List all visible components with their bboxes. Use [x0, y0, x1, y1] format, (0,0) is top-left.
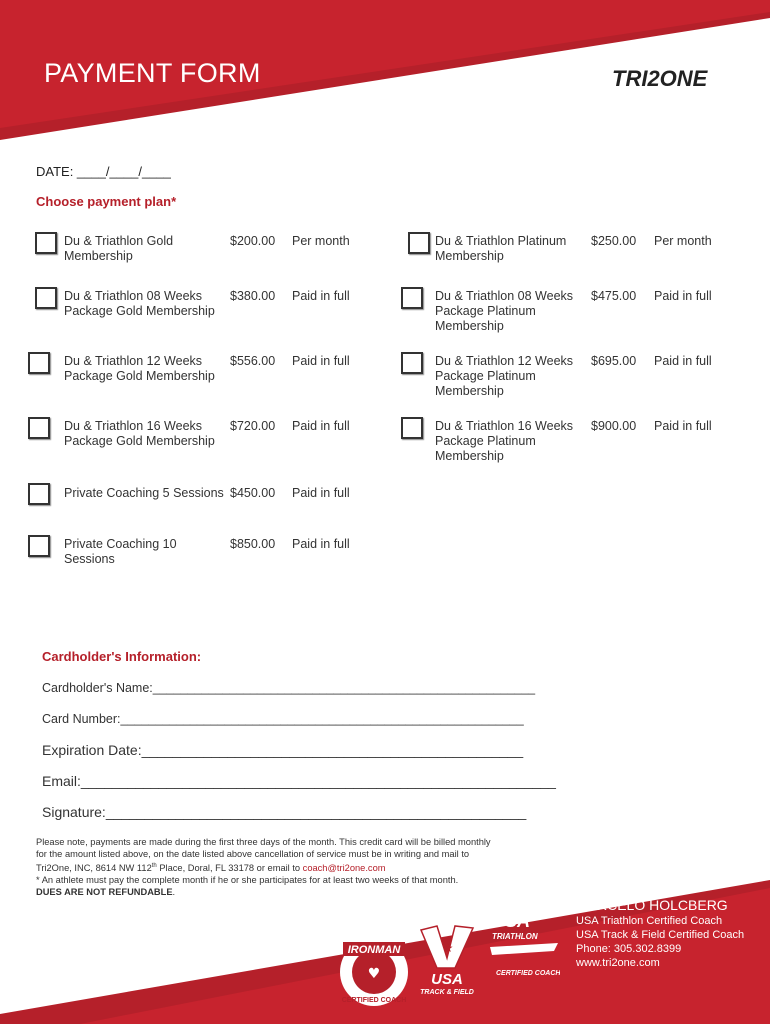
svg-text:TRACK & FIELD: TRACK & FIELD	[420, 989, 474, 996]
coach-contact	[576, 896, 744, 970]
plan-price: $556.00	[230, 354, 276, 368]
email-field[interactable]: Email:_____________________________________________________________	[42, 773, 556, 789]
plan-price: $380.00	[230, 289, 276, 303]
note-address-sup: th	[151, 863, 157, 869]
usa-triathlon-badge	[488, 905, 560, 985]
plan-price: $900.00	[591, 419, 637, 433]
refund-notice-end: .	[172, 887, 176, 898]
plan-checkbox[interactable]	[28, 483, 50, 505]
note-address: Tri2One, INC, 8614 NW 112	[36, 863, 152, 874]
note-address-end: Place, Doral, FL 33178 or email to	[156, 863, 303, 874]
cardholder-name-field[interactable]: Cardholder's Name:_______________________________________________________	[42, 681, 536, 695]
plan-price: $695.00	[591, 354, 637, 368]
plan-checkbox[interactable]	[35, 232, 57, 254]
plan-name: Private Coaching 5 Sessions	[64, 486, 224, 500]
coach-phone: Phone: 305.302.8399	[576, 943, 682, 955]
plan-name: Du & Triathlon Platinum Membership	[435, 234, 567, 263]
svg-text:★: ★	[442, 941, 454, 955]
plan-name: Du & Triathlon 12 Weeks Package Platinum Membership	[435, 354, 574, 398]
svg-text:USA: USA	[492, 911, 531, 931]
svg-text:CERTIFIED COACH: CERTIFIED COACH	[341, 997, 407, 1004]
plan-name: Du & Triathlon Gold Membership	[64, 234, 174, 263]
plan-checkbox[interactable]	[28, 352, 50, 374]
plan-name: Du & Triathlon 12 Weeks Package Gold Membership	[64, 354, 215, 383]
plan-name: Du & Triathlon 08 Weeks Package Gold Membership	[64, 289, 215, 318]
coach-website-link[interactable]: www.tri2one.com	[576, 957, 660, 969]
plan-term: Paid in full	[654, 354, 712, 368]
payment-plan-heading: Choose payment plan*	[36, 194, 177, 209]
note-line: Please note, payments are made during the first three days of the month. This credit card will be billed monthly	[36, 837, 491, 847]
plan-price: $200.00	[230, 234, 276, 248]
plan-name: Du & Triathlon 16 Weeks Package Gold Membership	[64, 419, 215, 448]
signature-field[interactable]: Signature:______________________________________________________	[42, 804, 527, 820]
plan-term: Paid in full	[654, 289, 712, 303]
svg-text:TRI2ONE: TRI2ONE	[612, 66, 708, 91]
svg-text:CERTIFIED COACH: CERTIFIED COACH	[496, 970, 560, 977]
plan-checkbox[interactable]	[401, 352, 423, 374]
svg-text:TRIATHLON: TRIATHLON	[492, 932, 538, 941]
coach-certification: USA Track & Field Certified Coach	[576, 929, 745, 941]
plan-term: Paid in full	[292, 537, 350, 551]
plan-name: Du & Triathlon 16 Weeks Package Platinum Membership	[435, 419, 574, 463]
coach-name: MARCELO HOLCBERG	[576, 897, 728, 913]
svg-text:IRONMAN: IRONMAN	[347, 944, 401, 956]
plan-term: Paid in full	[292, 486, 350, 500]
plan-price: $250.00	[591, 234, 637, 248]
note-line: for the amount listed above, on the date listed above cancellation of service must be in writing and mail to	[36, 849, 470, 859]
coach-certification: USA Triathlon Certified Coach	[576, 915, 723, 927]
date-field[interactable]: DATE: ____/____/____	[36, 164, 171, 179]
plan-term: Paid in full	[292, 354, 350, 368]
plan-checkbox[interactable]	[401, 287, 423, 309]
contact-email-link[interactable]: coach@tri2one.com	[302, 863, 386, 874]
cardholder-heading: Cardholder's Information:	[42, 649, 202, 664]
refund-notice: DUES ARE NOT REFUNDABLE	[36, 887, 173, 898]
svg-text:USA: USA	[431, 971, 463, 988]
plan-term: Per month	[292, 234, 350, 248]
usatf-badge	[415, 918, 485, 998]
page-title: PAYMENT FORM	[44, 58, 261, 88]
plan-term: Per month	[654, 234, 712, 248]
plan-checkbox[interactable]	[35, 287, 57, 309]
ironman-certified-coach-badge	[335, 930, 413, 1010]
plan-checkbox[interactable]	[408, 232, 430, 254]
plan-checkbox[interactable]	[28, 535, 50, 557]
plan-term: Paid in full	[292, 419, 350, 433]
plan-price: $450.00	[230, 486, 276, 500]
tri2one-logo	[612, 60, 732, 94]
plan-price: $720.00	[230, 419, 276, 433]
plan-name: Private Coaching 10 Sessions	[64, 537, 177, 566]
expiration-date-field[interactable]: Expiration Date:_________________________________________________	[42, 742, 524, 758]
note-line	[36, 860, 556, 874]
plan-checkbox[interactable]	[28, 417, 50, 439]
card-number-field[interactable]: Card Number:__________________________________________________________	[42, 712, 524, 726]
plan-checkbox[interactable]	[401, 417, 423, 439]
plan-price: $850.00	[230, 537, 276, 551]
plan-term: Paid in full	[292, 289, 350, 303]
note-line: * An athlete must pay the complete month if he or she participates for at least two weeks of that month.	[36, 875, 459, 886]
plan-term: Paid in full	[654, 419, 712, 433]
svg-text:♥: ♥	[367, 966, 381, 982]
plan-price: $475.00	[591, 289, 637, 303]
plan-name: Du & Triathlon 08 Weeks Package Platinum Membership	[435, 289, 574, 333]
